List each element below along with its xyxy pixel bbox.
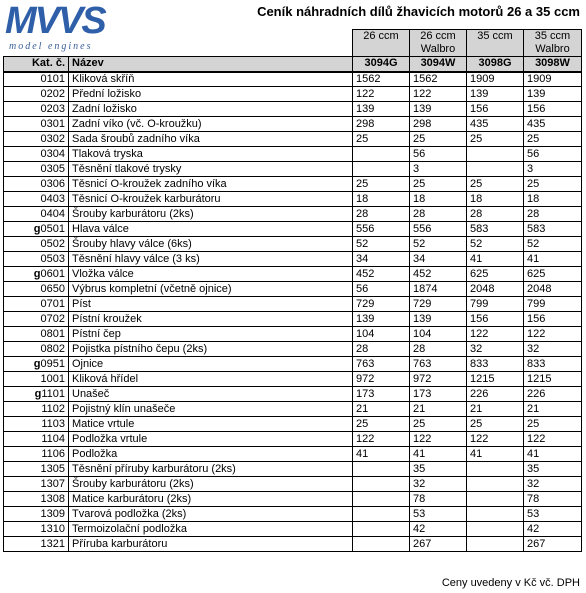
catalog-number: 0501 (40, 222, 65, 235)
price-cell: 298 (410, 117, 467, 132)
table-row (4, 237, 582, 252)
column-carb: Walbro (535, 43, 570, 55)
catalog-number: 0701 (40, 297, 65, 310)
table-row (4, 462, 582, 477)
catalog-number-cell (4, 537, 69, 552)
price-cell: 25 (467, 177, 524, 192)
price-cell: 25 (353, 132, 410, 147)
price-cell: 56 (353, 282, 410, 297)
price-cell: 53 (524, 507, 582, 522)
table-row (4, 72, 582, 87)
price-cell: 583 (467, 222, 524, 237)
table-row (4, 402, 582, 417)
price-cell: 267 (524, 537, 582, 552)
column-carb: Walbro (420, 43, 456, 55)
catalog-number-cell (4, 312, 69, 327)
price-cell: 556 (410, 222, 467, 237)
price-cell: 122 (410, 432, 467, 447)
part-name-cell: Tvarová podložka (2ks) (69, 507, 353, 522)
catalog-number: 0403 (40, 192, 65, 205)
part-name-cell: Šrouby karburátoru (2ks) (69, 207, 353, 222)
table-row (4, 102, 582, 117)
price-cell: 799 (524, 297, 582, 312)
price-cell: 18 (353, 192, 410, 207)
price-cell: 139 (353, 102, 410, 117)
table-row (4, 252, 582, 267)
price-cell: 122 (410, 87, 467, 102)
table-row (4, 267, 582, 282)
price-cell: 139 (410, 312, 467, 327)
table-row (4, 357, 582, 372)
price-cell: 32 (524, 342, 582, 357)
price-cell: 35 (524, 462, 582, 477)
price-table (3, 29, 582, 552)
catalog-number-cell (4, 297, 69, 312)
catalog-number: 0101 (40, 72, 65, 85)
part-name-cell: Termoizolační podložka (69, 522, 353, 537)
price-cell: 25 (524, 417, 582, 432)
part-name-cell: Příruba karburátoru (69, 537, 353, 552)
catalog-number-cell (4, 237, 69, 252)
catalog-number-cell (4, 507, 69, 522)
catalog-prefix: g (33, 357, 41, 370)
price-cell: 3 (524, 162, 582, 177)
price-cell: 25 (524, 177, 582, 192)
price-cell: 1874 (410, 282, 467, 297)
price-cell: 267 (410, 537, 467, 552)
price-cell: 1562 (353, 72, 410, 87)
price-cell: 1909 (524, 72, 582, 87)
price-cell (467, 462, 524, 477)
price-cell: 435 (524, 117, 582, 132)
catalog-number-cell (4, 72, 69, 87)
part-name-cell: Matice vrtule (69, 417, 353, 432)
part-name-cell: Ojnice (69, 357, 353, 372)
header-model-code: 3094G (353, 57, 410, 72)
price-cell: 52 (524, 237, 582, 252)
price-cell: 28 (410, 342, 467, 357)
price-cell: 435 (467, 117, 524, 132)
price-cell: 156 (467, 312, 524, 327)
price-cell: 25 (353, 417, 410, 432)
column-header-26ccm-walbro (410, 30, 467, 57)
catalog-number: 0301 (40, 117, 65, 130)
catalog-number: 1321 (40, 537, 65, 550)
part-name-cell: Pojistka pístního čepu (2ks) (69, 342, 353, 357)
part-name-cell: Unašeč (69, 387, 353, 402)
column-size: 35 ccm (477, 30, 513, 42)
price-cell: 56 (524, 147, 582, 162)
part-name-cell: Matice karburátoru (2ks) (69, 492, 353, 507)
price-cell: 226 (524, 387, 582, 402)
table-row (4, 432, 582, 447)
price-cell: 18 (410, 192, 467, 207)
price-cell: 139 (353, 312, 410, 327)
catalog-number-cell (4, 177, 69, 192)
price-cell: 1909 (467, 72, 524, 87)
price-cell: 52 (467, 237, 524, 252)
part-name-cell: Pístní kroužek (69, 312, 353, 327)
price-cell: 78 (410, 492, 467, 507)
price-cell: 104 (353, 327, 410, 342)
part-name-cell: Podložka (69, 447, 353, 462)
price-cell: 41 (524, 447, 582, 462)
catalog-number-cell (4, 402, 69, 417)
price-cell: 3 (410, 162, 467, 177)
part-name-cell: Přední ložisko (69, 87, 353, 102)
price-cell: 556 (353, 222, 410, 237)
part-name-cell: Kliková skříň (69, 72, 353, 87)
price-cell: 25 (524, 132, 582, 147)
price-cell (467, 537, 524, 552)
price-cell (467, 522, 524, 537)
price-cell: 52 (353, 237, 410, 252)
price-cell: 173 (410, 387, 467, 402)
catalog-number-cell (4, 327, 69, 342)
price-cell: 139 (467, 87, 524, 102)
price-cell: 122 (524, 432, 582, 447)
price-cell: 156 (524, 312, 582, 327)
price-cell: 41 (353, 447, 410, 462)
price-cell (467, 147, 524, 162)
header-catalog-number: Kat. č. (4, 57, 69, 72)
price-cell: 452 (410, 267, 467, 282)
price-cell: 2048 (524, 282, 582, 297)
price-cell: 139 (410, 102, 467, 117)
catalog-number-cell (4, 192, 69, 207)
price-cell: 122 (467, 327, 524, 342)
logo-subtitle: model engines (9, 41, 93, 52)
part-name-cell: Těsnicí O-kroužek karburátoru (69, 192, 353, 207)
catalog-number-cell (4, 462, 69, 477)
catalog-number: 1307 (40, 477, 65, 490)
price-cell: 78 (524, 492, 582, 507)
part-name-cell: Těsnění příruby karburátoru (2ks) (69, 462, 353, 477)
part-name-cell: Píst (69, 297, 353, 312)
catalog-number-cell (4, 372, 69, 387)
price-cell (353, 462, 410, 477)
table-row (4, 537, 582, 552)
price-cell: 104 (410, 327, 467, 342)
part-name-cell: Sada šroubů zadního víka (69, 132, 353, 147)
table-row (4, 177, 582, 192)
catalog-number: 0202 (40, 87, 65, 100)
table-row (4, 312, 582, 327)
model-header-row (4, 30, 582, 57)
price-cell: 583 (524, 222, 582, 237)
price-cell: 156 (524, 102, 582, 117)
price-cell: 34 (410, 252, 467, 267)
price-cell: 122 (524, 327, 582, 342)
price-cell: 1215 (524, 372, 582, 387)
catalog-number: 0601 (40, 267, 65, 280)
price-cell: 21 (467, 402, 524, 417)
table-row (4, 342, 582, 357)
price-cell: 729 (410, 297, 467, 312)
catalog-number: 0302 (40, 132, 65, 145)
catalog-number-cell (4, 132, 69, 147)
part-name-cell: Vložka válce (69, 267, 353, 282)
catalog-number-cell (4, 252, 69, 267)
catalog-number: 1309 (40, 507, 65, 520)
part-name-cell: Podložka vrtule (69, 432, 353, 447)
price-cell: 53 (410, 507, 467, 522)
part-name-cell: Pístní čep (69, 327, 353, 342)
price-cell: 42 (410, 522, 467, 537)
catalog-number: 1001 (40, 372, 65, 385)
table-row (4, 192, 582, 207)
header-model-code: 3094W (410, 57, 467, 72)
price-cell: 41 (524, 252, 582, 267)
price-cell (467, 477, 524, 492)
part-name-cell: Šrouby hlavy válce (6ks) (69, 237, 353, 252)
price-cell: 32 (410, 477, 467, 492)
catalog-number-cell (4, 282, 69, 297)
table-row (4, 507, 582, 522)
price-cell: 28 (524, 207, 582, 222)
part-name-cell: Zadní víko (vč. O-kroužku) (69, 117, 353, 132)
price-cell: 452 (353, 267, 410, 282)
catalog-number: 1305 (40, 462, 65, 475)
price-cell: 21 (410, 402, 467, 417)
catalog-number: 0203 (40, 102, 65, 115)
price-cell (353, 162, 410, 177)
price-cell: 28 (353, 207, 410, 222)
logo-mark: MVVS (5, 0, 105, 42)
table-row (4, 222, 582, 237)
price-cell (467, 507, 524, 522)
price-cell: 41 (410, 447, 467, 462)
price-cell: 298 (353, 117, 410, 132)
catalog-number: 0802 (40, 342, 65, 355)
catalog-number: 0502 (40, 237, 65, 250)
catalog-number-cell (4, 147, 69, 162)
price-cell: 173 (353, 387, 410, 402)
price-cell: 729 (353, 297, 410, 312)
table-row (4, 162, 582, 177)
price-cell: 21 (524, 402, 582, 417)
catalog-number: 0702 (40, 312, 65, 325)
catalog-prefix: g (34, 387, 42, 400)
table-row (4, 327, 582, 342)
price-cell: 122 (353, 87, 410, 102)
catalog-number-cell (4, 417, 69, 432)
part-name-cell: Zadní ložisko (69, 102, 353, 117)
table-row (4, 147, 582, 162)
price-cell: 41 (467, 447, 524, 462)
catalog-number: 1103 (41, 417, 65, 430)
table-row (4, 132, 582, 147)
catalog-number: 1102 (41, 402, 65, 415)
catalog-number: 0650 (40, 282, 65, 295)
catalog-number-cell (4, 162, 69, 177)
catalog-prefix: g (33, 267, 41, 280)
part-name-cell: Těsnění tlakové trysky (69, 162, 353, 177)
catalog-number-cell (4, 477, 69, 492)
header-name: Název (69, 57, 353, 72)
part-name-cell: Hlava válce (69, 222, 353, 237)
catalog-number-cell (4, 522, 69, 537)
catalog-number: 0304 (40, 147, 65, 160)
price-cell: 972 (353, 372, 410, 387)
part-name-cell: Pojistný klín unašeče (69, 402, 353, 417)
catalog-number: 0306 (40, 177, 65, 190)
column-size: 26 ccm (363, 30, 399, 42)
price-cell: 763 (410, 357, 467, 372)
table-row (4, 87, 582, 102)
price-cell (353, 522, 410, 537)
price-cell: 156 (467, 102, 524, 117)
price-cell (467, 162, 524, 177)
price-cell: 625 (467, 267, 524, 282)
price-cell: 25 (410, 177, 467, 192)
price-cell: 21 (353, 402, 410, 417)
price-cell: 833 (524, 357, 582, 372)
catalog-number-cell (4, 87, 69, 102)
part-name-cell: Výbrus kompletní (včetně ojnice) (69, 282, 353, 297)
price-cell: 25 (410, 417, 467, 432)
price-cell (467, 492, 524, 507)
table-row (4, 387, 582, 402)
price-cell: 122 (467, 432, 524, 447)
column-header-35ccm-walbro (524, 30, 582, 57)
catalog-number: 0305 (40, 162, 65, 175)
price-cell: 52 (410, 237, 467, 252)
price-cell (353, 537, 410, 552)
price-cell: 25 (410, 132, 467, 147)
price-cell (353, 147, 410, 162)
catalog-number-cell (4, 357, 69, 372)
price-cell: 35 (410, 462, 467, 477)
table-row (4, 447, 582, 462)
catalog-number-cell (4, 207, 69, 222)
part-name-cell: Tlaková tryska (69, 147, 353, 162)
price-cell (353, 492, 410, 507)
catalog-number: 0951 (40, 357, 65, 370)
part-name-cell: Těsnění hlavy válce (3 ks) (69, 252, 353, 267)
price-cell: 42 (524, 522, 582, 537)
catalog-number-cell (4, 492, 69, 507)
price-cell: 18 (467, 192, 524, 207)
table-row (4, 297, 582, 312)
catalog-number: 0503 (40, 252, 65, 265)
table-row (4, 117, 582, 132)
table-row (4, 522, 582, 537)
price-cell: 28 (353, 342, 410, 357)
part-name-cell: Šrouby karburátoru (2ks) (69, 477, 353, 492)
price-cell: 122 (353, 432, 410, 447)
column-size: 26 ccm (420, 30, 456, 42)
price-cell: 2048 (467, 282, 524, 297)
table-row (4, 417, 582, 432)
header-model-code: 3098W (524, 57, 582, 72)
catalog-number-cell (4, 102, 69, 117)
part-name-cell: Kliková hřídel (69, 372, 353, 387)
catalog-number-cell (4, 432, 69, 447)
price-cell: 25 (467, 417, 524, 432)
catalog-number: 1106 (41, 447, 65, 460)
catalog-prefix: g (33, 222, 41, 235)
catalog-number: 1308 (40, 492, 65, 505)
catalog-number-cell (4, 267, 69, 282)
price-cell (353, 477, 410, 492)
header-model-code: 3098G (467, 57, 524, 72)
catalog-number-cell (4, 117, 69, 132)
price-cell: 28 (467, 207, 524, 222)
column-header-35ccm (467, 30, 524, 57)
table-row (4, 282, 582, 297)
price-footnote: Ceny uvedeny v Kč vč. DPH (441, 577, 580, 589)
catalog-number: 0801 (40, 327, 65, 340)
price-cell (353, 507, 410, 522)
price-cell: 28 (410, 207, 467, 222)
price-cell: 139 (524, 87, 582, 102)
price-cell: 1215 (467, 372, 524, 387)
price-cell: 625 (524, 267, 582, 282)
column-size: 35 ccm (534, 30, 571, 42)
catalog-number: 1310 (40, 522, 65, 535)
catalog-number-cell (4, 222, 69, 237)
price-cell: 833 (467, 357, 524, 372)
price-cell: 799 (467, 297, 524, 312)
price-cell: 25 (467, 132, 524, 147)
catalog-number: 1104 (41, 432, 65, 445)
price-cell: 25 (353, 177, 410, 192)
table-row (4, 477, 582, 492)
price-cell: 34 (353, 252, 410, 267)
code-header-row (4, 57, 582, 72)
price-cell: 56 (410, 147, 467, 162)
price-cell: 32 (524, 477, 582, 492)
price-cell: 1562 (410, 72, 467, 87)
price-cell: 763 (353, 357, 410, 372)
price-cell: 18 (524, 192, 582, 207)
catalog-number: 0404 (40, 207, 65, 220)
price-cell: 226 (467, 387, 524, 402)
price-cell: 972 (410, 372, 467, 387)
catalog-number-cell (4, 342, 69, 357)
page-title: Ceník náhradních dílů žhavicích motorů 26 a 35 ccm (257, 4, 580, 19)
price-cell: 32 (467, 342, 524, 357)
price-cell: 41 (467, 252, 524, 267)
column-header-26ccm (353, 30, 410, 57)
table-row (4, 207, 582, 222)
catalog-number-cell (4, 387, 69, 402)
catalog-number: 1101 (41, 387, 65, 400)
table-row (4, 492, 582, 507)
catalog-number-cell (4, 447, 69, 462)
table-row (4, 372, 582, 387)
part-name-cell: Těsnicí O-kroužek zadního víka (69, 177, 353, 192)
